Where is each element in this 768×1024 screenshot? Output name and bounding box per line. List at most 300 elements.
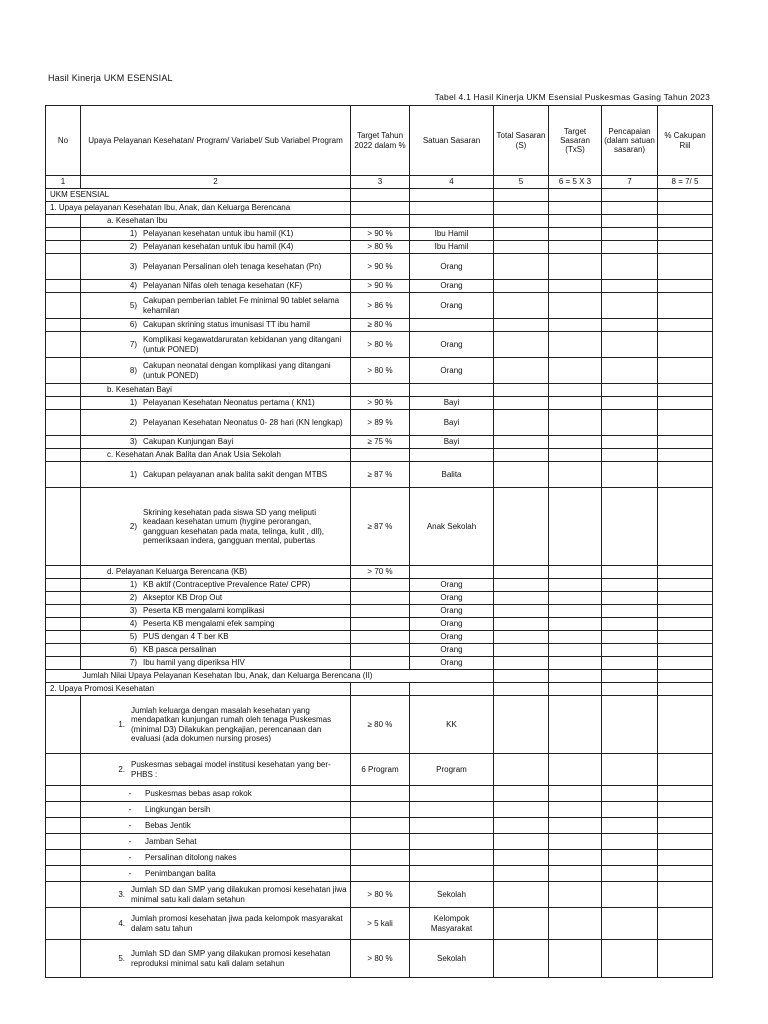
target-cell: > 5 kali [351, 908, 410, 940]
satuan-cell: Bayi [410, 397, 494, 410]
item-text: Puskesmas sebagai model institusi kesehatan yang ber-PHBS : [131, 760, 331, 779]
empty-cell [602, 802, 658, 818]
no-cell [46, 293, 81, 319]
program-cell [81, 605, 351, 618]
empty-cell [549, 802, 602, 818]
empty-cell [602, 436, 658, 449]
program-cell [81, 657, 351, 670]
satuan-cell: Orang [410, 358, 494, 384]
table-row [46, 319, 713, 332]
empty-cell [658, 605, 713, 618]
program-item [119, 296, 348, 314]
header-pencapaian: Pencapaian (dalam satuan sasaran) [602, 106, 658, 176]
empty-cell [549, 618, 602, 631]
empty-cell [602, 834, 658, 850]
empty-cell [658, 579, 713, 592]
item-number: 6) [129, 645, 137, 655]
program-item [119, 606, 348, 615]
empty-cell [410, 384, 494, 397]
target-cell: > 80 % [351, 241, 410, 254]
program-item [107, 760, 348, 778]
item-number: 3) [129, 437, 137, 447]
target-cell: > 90 % [351, 397, 410, 410]
item-number: 3. [118, 889, 125, 899]
empty-cell [602, 215, 658, 228]
item-text: Cakupan skrining status imunisasi TT ibu hamil [143, 320, 310, 330]
item-number: 2) [129, 521, 137, 531]
no-cell [46, 215, 81, 228]
program-cell [81, 631, 351, 644]
empty-cell [494, 882, 549, 908]
empty-cell [494, 644, 549, 657]
table-row [46, 940, 713, 978]
item-text: Pelayanan Persalinan oleh tenaga kesehatan (Pn) [143, 261, 322, 271]
empty-cell [602, 254, 658, 280]
empty-cell [410, 215, 494, 228]
section-1-title: 1. Upaya pelayanan Kesehatan Ibu, Anak, dan Keluarga Berencana [46, 202, 351, 215]
empty-cell [494, 670, 549, 683]
satuan-cell: Sekolah [410, 940, 494, 978]
item-number: 3) [129, 606, 137, 616]
satuan-cell: Bayi [410, 436, 494, 449]
item-number: 2) [129, 593, 137, 603]
empty-cell [602, 410, 658, 436]
item-number: 1) [129, 398, 137, 408]
empty-cell [658, 592, 713, 605]
empty-cell [549, 332, 602, 358]
bullet-dash: - [128, 868, 132, 878]
empty-cell [494, 436, 549, 449]
no-cell [46, 579, 81, 592]
target-cell [351, 449, 410, 462]
empty-cell [549, 566, 602, 579]
table-row [46, 657, 713, 670]
no-cell [46, 850, 81, 866]
satuan-cell: Kelompok Masyarakat [410, 908, 494, 940]
empty-cell [658, 332, 713, 358]
subsection-title: a. Kesehatan Ibu [81, 215, 351, 228]
target-cell: > 86 % [351, 293, 410, 319]
empty-cell [658, 882, 713, 908]
item-text: Komplikasi kegawatdaruratan kebidanan yang ditangani (untuk PONED) [143, 335, 342, 354]
empty-cell [658, 618, 713, 631]
empty-cell [494, 940, 549, 978]
item-number: 2. [118, 764, 125, 774]
program-item [119, 580, 348, 589]
empty-cell [549, 228, 602, 241]
empty-cell [549, 605, 602, 618]
target-cell: 6 Program [351, 754, 410, 786]
empty-cell [658, 410, 713, 436]
empty-cell [602, 882, 658, 908]
program-cell [81, 241, 351, 254]
no-cell [46, 882, 81, 908]
satuan-cell: Orang [410, 332, 494, 358]
empty-cell [494, 358, 549, 384]
empty-cell [549, 358, 602, 384]
no-cell [46, 908, 81, 940]
empty-cell [494, 280, 549, 293]
empty-cell [494, 605, 549, 618]
document-title: Hasil Kinerja UKM ESENSIAL [48, 73, 173, 83]
program-cell [81, 436, 351, 449]
empty-cell [494, 202, 549, 215]
no-cell [46, 618, 81, 631]
empty-cell [494, 189, 549, 202]
program-item [119, 398, 348, 407]
empty-cell [494, 618, 549, 631]
empty-cell [658, 683, 713, 696]
column-number: 2 [81, 176, 351, 189]
bullet-dash: - [128, 820, 132, 830]
no-cell [46, 254, 81, 280]
empty-cell [494, 397, 549, 410]
empty-cell [410, 834, 494, 850]
table-row [46, 410, 713, 436]
table-row [46, 618, 713, 631]
program-item [119, 593, 348, 602]
item-text: Cakupan pelayanan anak balita sakit dengan MTBS [143, 469, 328, 479]
header-cakupan: % Cakupan Riil [658, 106, 713, 176]
table-row [46, 254, 713, 280]
sub-item-cell [81, 786, 351, 802]
program-item [119, 508, 348, 545]
target-cell [351, 605, 410, 618]
empty-cell [658, 566, 713, 579]
empty-cell [602, 319, 658, 332]
empty-cell [602, 592, 658, 605]
sub-item-cell [81, 802, 351, 818]
empty-cell [410, 449, 494, 462]
table-row [46, 882, 713, 908]
ukm-esensial-table [45, 105, 713, 978]
table-row [46, 802, 713, 818]
table-row [46, 786, 713, 802]
program-item [107, 914, 348, 932]
satuan-cell: Orang [410, 605, 494, 618]
satuan-cell: Ibu Hamil [410, 241, 494, 254]
header-target: Target Tahun 2022 dalam % [351, 106, 410, 176]
table-row [46, 696, 713, 754]
empty-cell [658, 657, 713, 670]
target-cell: > 90 % [351, 280, 410, 293]
satuan-cell: Orang [410, 631, 494, 644]
table-row [46, 866, 713, 882]
sub-item-text: Persalinan ditolong nakes [145, 852, 237, 862]
empty-cell [351, 850, 410, 866]
empty-cell [494, 834, 549, 850]
empty-cell [658, 280, 713, 293]
empty-cell [602, 384, 658, 397]
no-cell [46, 592, 81, 605]
table-row [46, 397, 713, 410]
program-cell [81, 293, 351, 319]
header-satuan: Satuan Sasaran [410, 106, 494, 176]
table-row [46, 436, 713, 449]
empty-cell [602, 566, 658, 579]
empty-cell [549, 202, 602, 215]
satuan-cell: Orang [410, 618, 494, 631]
section-row [46, 189, 713, 202]
empty-cell [602, 644, 658, 657]
empty-cell [658, 202, 713, 215]
empty-cell [602, 631, 658, 644]
empty-cell [602, 488, 658, 566]
empty-cell [410, 566, 494, 579]
empty-cell [658, 358, 713, 384]
item-text: Ibu hamil yang diperiksa HIV [143, 658, 245, 668]
empty-cell [494, 866, 549, 882]
no-cell [46, 605, 81, 618]
empty-cell [658, 293, 713, 319]
empty-cell [602, 696, 658, 754]
empty-cell [351, 818, 410, 834]
table-row [46, 908, 713, 940]
no-cell [46, 358, 81, 384]
item-text: Peserta KB mengalami komplikasi [143, 606, 265, 616]
empty-cell [602, 866, 658, 882]
subsection-title: d. Pelayanan Keluarga Berencana (KB) [81, 566, 351, 579]
satuan-cell: Orang [410, 280, 494, 293]
item-text: Pelayanan kesehatan untuk ibu hamil (K1) [143, 229, 294, 239]
no-cell [46, 696, 81, 754]
sub-item-text: Puskesmas bebas asap rokok [145, 788, 252, 798]
target-cell: ≥ 80 % [351, 696, 410, 754]
empty-cell [602, 818, 658, 834]
empty-cell [410, 189, 494, 202]
empty-cell [494, 410, 549, 436]
program-cell [81, 488, 351, 566]
empty-cell [549, 940, 602, 978]
column-number: 1 [46, 176, 81, 189]
empty-cell [351, 189, 410, 202]
item-number: 3) [129, 261, 137, 271]
empty-cell [658, 866, 713, 882]
empty-cell [602, 786, 658, 802]
item-text: Cakupan neonatal dengan komplikasi yang ditangani (untuk PONED) [143, 361, 331, 380]
total-label: Jumlah Nilai Upaya Pelayanan Kesehatan Ibu, Anak, dan Keluarga Berencana (II) [81, 670, 494, 683]
header-row [46, 106, 713, 176]
empty-cell [549, 293, 602, 319]
sub-item-cell [81, 834, 351, 850]
empty-cell [494, 293, 549, 319]
satuan-cell: KK [410, 696, 494, 754]
program-cell [81, 592, 351, 605]
subsection-row [46, 566, 713, 579]
empty-cell [549, 592, 602, 605]
section-2-title: 2. Upaya Promosi Kesehatan [46, 683, 351, 696]
empty-cell [351, 202, 410, 215]
empty-cell [658, 670, 713, 683]
empty-cell [549, 818, 602, 834]
column-number: 4 [410, 176, 494, 189]
satuan-cell: Program [410, 754, 494, 786]
subsection-row [46, 215, 713, 228]
empty-cell [549, 579, 602, 592]
table-row [46, 605, 713, 618]
no-cell [46, 834, 81, 850]
target-cell: > 80 % [351, 358, 410, 384]
program-cell [81, 754, 351, 786]
table-row [46, 754, 713, 786]
empty-cell [494, 462, 549, 488]
section-row [46, 202, 713, 215]
empty-cell [658, 908, 713, 940]
program-item [107, 706, 348, 743]
empty-cell [602, 189, 658, 202]
empty-cell [602, 618, 658, 631]
empty-cell [494, 241, 549, 254]
empty-cell [658, 241, 713, 254]
item-number: 2) [129, 417, 137, 427]
item-number: 5) [129, 300, 137, 310]
header-target-sasaran: Target Sasaran (TxS) [549, 106, 602, 176]
item-text: Skrining kesehatan pada siswa SD yang meliputi keadaan kesehatan umum (hygine perorangan, gangguan kesehatan pada mata, telinga, kulit , dll), pemeriksaan indera, gangguan mental, pubertas [143, 508, 325, 545]
empty-cell [658, 319, 713, 332]
empty-cell [658, 644, 713, 657]
empty-cell [602, 908, 658, 940]
program-item [119, 361, 348, 379]
empty-cell [658, 254, 713, 280]
empty-cell [658, 802, 713, 818]
total-row [46, 670, 713, 683]
no-cell [46, 786, 81, 802]
empty-cell [494, 802, 549, 818]
no-cell [46, 332, 81, 358]
empty-cell [549, 786, 602, 802]
item-text: Jumlah SD dan SMP yang dilakukan promosi kesehatan reproduksi minimal satu kali dalam setahun [131, 949, 331, 968]
empty-cell [494, 254, 549, 280]
target-cell: > 90 % [351, 228, 410, 241]
no-cell [46, 319, 81, 332]
target-cell: > 80 % [351, 940, 410, 978]
empty-cell [602, 228, 658, 241]
column-number-row [46, 176, 713, 189]
table-row [46, 293, 713, 319]
empty-cell [410, 818, 494, 834]
empty-cell [549, 683, 602, 696]
empty-cell [494, 579, 549, 592]
satuan-cell: Sekolah [410, 882, 494, 908]
target-cell: > 80 % [351, 882, 410, 908]
empty-cell [549, 241, 602, 254]
satuan-cell: Bayi [410, 410, 494, 436]
item-number: 1) [129, 229, 137, 239]
empty-cell [494, 592, 549, 605]
empty-cell [549, 834, 602, 850]
item-number: 1) [129, 580, 137, 590]
empty-cell [494, 818, 549, 834]
no-cell [46, 802, 81, 818]
item-text: Pelayanan kesehatan untuk ibu hamil (K4) [143, 242, 294, 252]
section-title: UKM ESENSIAL [46, 189, 351, 202]
program-cell [81, 319, 351, 332]
item-number: 5. [118, 953, 125, 963]
column-number: 7 [602, 176, 658, 189]
empty-cell [494, 696, 549, 754]
item-text: Cakupan pemberian tablet Fe minimal 90 tablet selama kehamilan [143, 296, 340, 315]
item-text: PUS dengan 4 T ber KB [143, 632, 229, 642]
empty-cell [494, 786, 549, 802]
no-cell [46, 280, 81, 293]
program-item [119, 335, 348, 353]
no-cell [46, 631, 81, 644]
program-cell [81, 644, 351, 657]
empty-cell [602, 397, 658, 410]
empty-cell [494, 215, 549, 228]
table-row [46, 358, 713, 384]
empty-cell [549, 462, 602, 488]
satuan-cell: Orang [410, 592, 494, 605]
no-cell [46, 940, 81, 978]
table-row [46, 228, 713, 241]
no-cell [46, 488, 81, 566]
empty-cell [658, 397, 713, 410]
program-cell [81, 332, 351, 358]
item-text: KB pasca persalinan [143, 645, 217, 655]
bullet-dash: - [128, 852, 132, 862]
empty-cell [549, 670, 602, 683]
sub-item-cell [81, 866, 351, 882]
item-number: 6) [129, 320, 137, 330]
empty-cell [602, 462, 658, 488]
empty-cell [549, 866, 602, 882]
no-cell [46, 436, 81, 449]
empty-cell [602, 940, 658, 978]
program-cell [81, 908, 351, 940]
empty-cell [410, 202, 494, 215]
empty-cell [494, 449, 549, 462]
target-cell: ≥ 75 % [351, 436, 410, 449]
empty-cell [494, 332, 549, 358]
empty-cell [351, 834, 410, 850]
target-cell [351, 384, 410, 397]
item-number: 8) [129, 365, 137, 375]
empty-cell [549, 657, 602, 670]
empty-cell [602, 605, 658, 618]
item-text: Akseptor KB Drop Out [143, 593, 223, 603]
empty-cell [549, 644, 602, 657]
empty-cell [494, 488, 549, 566]
empty-cell [494, 228, 549, 241]
empty-cell [658, 384, 713, 397]
no-cell [46, 384, 81, 397]
empty-cell [549, 254, 602, 280]
empty-cell [549, 436, 602, 449]
program-item [119, 281, 348, 290]
program-item [107, 949, 348, 967]
program-item [119, 619, 348, 628]
no-cell [46, 644, 81, 657]
item-number: 7) [129, 658, 137, 668]
empty-cell [658, 850, 713, 866]
empty-cell [549, 754, 602, 786]
empty-cell [658, 940, 713, 978]
empty-cell [602, 579, 658, 592]
item-number: 7) [129, 339, 137, 349]
target-cell: > 89 % [351, 410, 410, 436]
empty-cell [602, 683, 658, 696]
empty-cell [494, 754, 549, 786]
subsection-title: b. Kesehatan Bayi [81, 384, 351, 397]
satuan-cell: Anak Sekolah [410, 488, 494, 566]
empty-cell [351, 683, 410, 696]
empty-cell [549, 631, 602, 644]
sub-item-text: Lingkungan bersih [145, 804, 211, 814]
empty-cell [410, 683, 494, 696]
satuan-cell: Balita [410, 462, 494, 488]
bullet-dash: - [128, 836, 132, 846]
